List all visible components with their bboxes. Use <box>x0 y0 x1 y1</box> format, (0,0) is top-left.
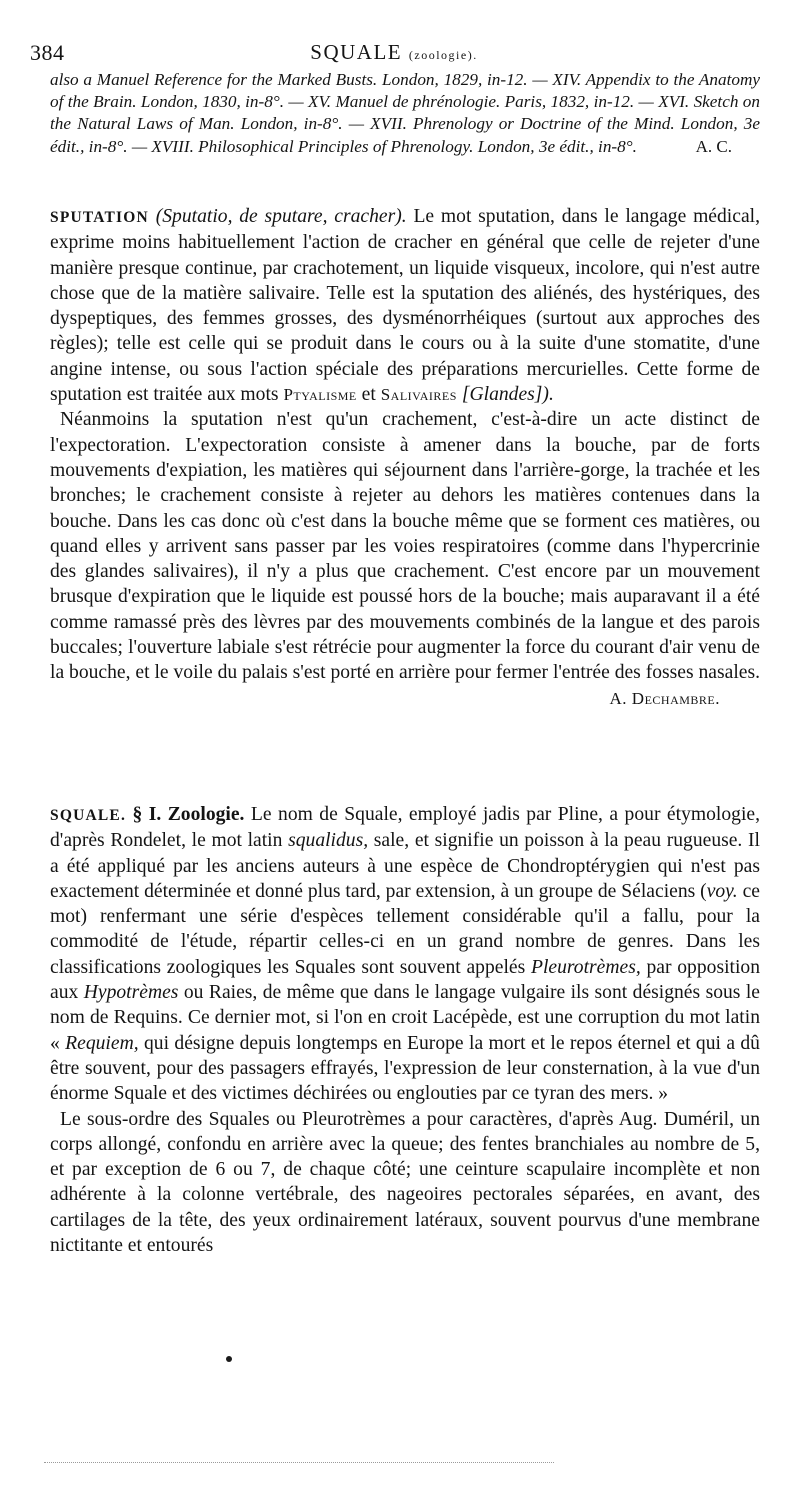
page-number: 384 <box>30 40 65 65</box>
references-text: also a Manuel Reference for the Marked Busts. London, 1829, in-12. — XIV. Appendix to the Anatomy of the Brain. London, 1830, in-8°. — XV. Manuel de phrénologie. Paris, 1832, in-12. — XVI. Sketch on the Natural Laws of Man. London, in-8°. — XVII. Phrenology or Doctrine of the Mind. London, 3e édit., in-8°. — XVIII. Philosophical Principles of Phrenology. London, 3e édit., in-8°. <box>50 70 760 156</box>
ink-dot <box>226 1356 232 1362</box>
crossref-glandes: [Glandes]). <box>461 384 554 406</box>
sputation-text-2: Néanmoins la sputation n'est qu'un crachement, c'est-à-dire un acte distinct de l'expectoration. L'expectoration consiste à amener dans la bouche, par de forts mouvements d'expiation, les matières qui séjournent dans l'arrière-gorge, la trachée et les bronches; le crachement consiste à rejeter au dehors les matières contenues dans la bouche. Dans les cas donc où c'est dans la bouche même que se forment ces matières, ou quand elles y arrivent sans passer par les voies respiratoires (comme dans l'hypercrinie des glandes salivaires), il n'y a plus que crachement. C'est encore par un mouvement brusque d'expiration que le liquide est poussé hors de la bouche; mais auparavant il a été comme ramassé près des lèvres par des mouvements combinés de la langue et des parois buccales; l'ouverture labiale s'est rétrécie pour augmenter la force du courant d'air venu de la bouche, et le voile du palais s'est porté en arrière pour fermer l'entrée des fosses nasales. <box>50 409 760 684</box>
squale-text-1e: ou Raies, de même que dans le langage vulgaire ils sont désignés sous le nom de Requins. Ce dernier mot, si l'on en croit Lacépède, est une corruption du mot latin « <box>50 982 760 1054</box>
squale-paragraph-1 <box>50 802 760 1107</box>
sputation-signature: A. Dechambre. <box>609 688 720 708</box>
squale-text-1a: Le nom de Squale, employé jadis par Pline, a pour étymologie, d'après Rondelet, le mot latin <box>50 804 760 852</box>
sputation-paragraph-1 <box>50 204 760 407</box>
squale-text-1d: par opposition aux <box>50 956 761 1004</box>
squale-text-2: Le sous-ordre des Squales ou Pleurotrèmes a pour caractères, d'après Aug. Duméril, un corps allongé, confondu en arrière avec la queue; des fentes branchiales au nombre de 5, et par exception de 6 ou 7, de chaque côté; une ceinture scapulaire incomplète et non adhérente à la colonne vertébrale, des nageoires pectorales séparées, en avant, des cartilages de la tête, des yeux ordinairement latéraux, souvent pourvus d'une membrane nictitante et entourés <box>50 1108 760 1257</box>
bottom-dotted-rule <box>44 1462 554 1463</box>
squale-text-1f: qui désigne depuis longtemps en Europe la mort et le repos éternel et qui a dû être souvent, pour des passagers effrayés, l'expression de leur consternation, à la vue d'un énorme Squale et des victimes déchirées ou englouties par ce tyran des mers. » <box>50 1032 760 1105</box>
squale-headword: SQUALE. <box>50 807 127 824</box>
squale-section-title: § I. Zoologie. <box>132 804 245 825</box>
squale-term-voy: voy. <box>706 880 738 902</box>
squale-paragraph-2 <box>50 1107 760 1259</box>
references-signature: A. C. <box>695 136 732 156</box>
running-header <box>30 40 758 70</box>
entry-squale <box>50 802 760 1258</box>
running-title-subtitle: (zoologie). <box>408 48 478 62</box>
running-title-main: SQUALE <box>310 40 403 64</box>
squale-term-pleurotremes: Pleurotrèmes, <box>531 956 641 978</box>
crossref-salivaires: Salivaires <box>380 385 457 405</box>
sputation-headword: SPUTATION <box>50 209 149 226</box>
squale-term-squalidus: squalidus, <box>288 830 369 852</box>
squale-term-requiem: Requiem, <box>65 1032 139 1054</box>
sputation-text-1: Le mot sputation, dans le langage médical, exprime moins habituellement l'action de cracher en général que celle de rejeter d'une manière presque continue, par crachotement, un liquide visqueux, incolore, qui n'est autre chose que de la matière salivaire. Telle est la sputation des aliénés, des hystériques, des dyspeptiques, des femmes grosses, des dysménorrhéiques (surtout aux approches des règles); telle est celle qui se produit dans le cours ou à la suite d'une stomatite, d'une angine intense, ou sous l'action spéciale des préparations mercurielles. Cette forme de sputation est traitée aux mots <box>50 206 760 406</box>
references-block <box>50 69 760 158</box>
running-title <box>30 40 758 65</box>
entry-sputation <box>50 204 760 711</box>
sputation-paragraph-2 <box>50 407 760 708</box>
squale-text-1c: ce mot) renfermant une série d'espèces tellement considérable qu'il a fallu, pour la commodité de l'étude, répartir celles-ci en un grand nombre de genres. Dans les classifications zoologiques les Squales sont souvent appelés <box>50 880 761 978</box>
squale-text-1b: sale, et signifie un poisson à la peau rugueuse. Il a été appliqué par les anciens auteurs à une espèce de Chondroptérygien qui n'est pas exactement déterminée et donné plus tard, par extension, à un groupe de Sélaciens ( <box>50 830 760 902</box>
squale-term-hypotremes: Hypotrèmes <box>83 982 179 1004</box>
crossref-and: et <box>361 384 376 406</box>
sputation-etymology: (Sputatio, de sputare, cracher). <box>155 206 407 227</box>
crossref-ptyalisme: Ptyalisme <box>283 385 357 405</box>
